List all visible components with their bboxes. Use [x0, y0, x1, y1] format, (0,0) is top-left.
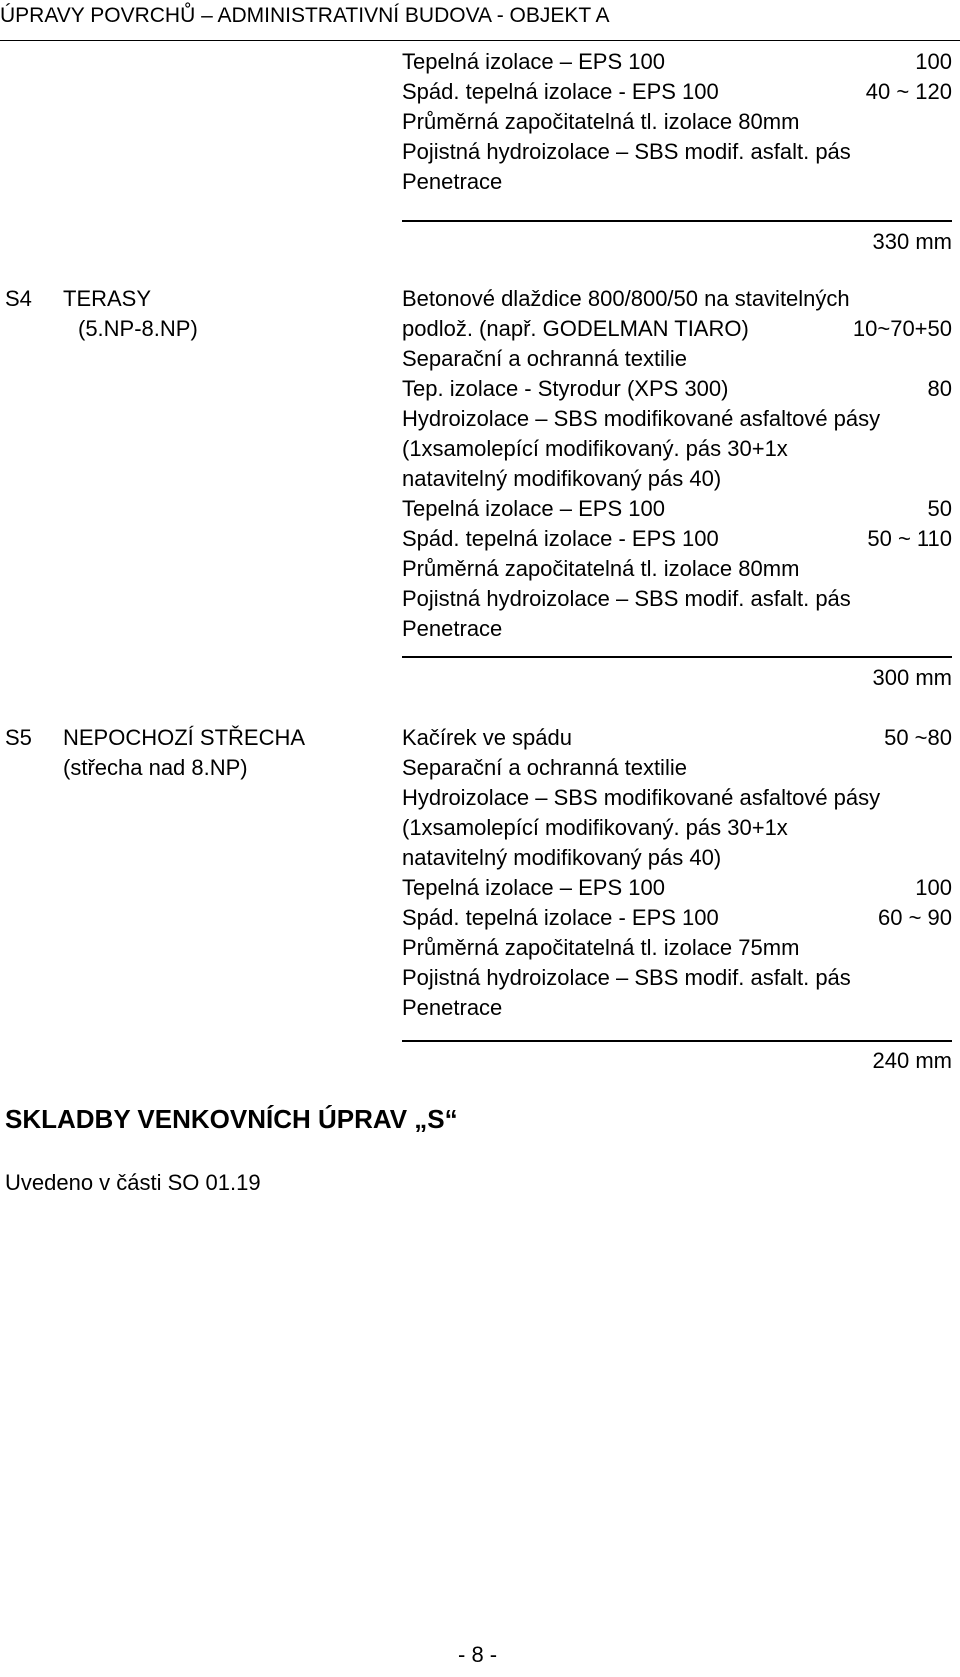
total-thickness: 330 mm: [872, 229, 952, 254]
item-location: (5.NP-8.NP): [78, 316, 198, 341]
thickness-value: 80: [927, 376, 952, 401]
total-thickness: 300 mm: [872, 665, 952, 690]
document-header: ÚPRAVY POVRCHŮ – ADMINISTRATIVNÍ BUDOVA - OBJEKT A: [0, 4, 610, 27]
composition-line: Penetrace: [402, 169, 503, 194]
section-note: Uvedeno v části SO 01.19: [5, 1170, 261, 1195]
composition-line: Separační a ochranná textilie: [402, 346, 687, 371]
item-code: S4: [5, 286, 32, 311]
composition-line: Pojistná hydroizolace – SBS modif. asfalt. pás: [402, 586, 851, 611]
total-rule: [402, 220, 952, 222]
composition-line: Penetrace: [402, 995, 503, 1020]
composition-line: Penetrace: [402, 616, 503, 641]
composition-line: Průměrná započitatelná tl. izolace 80mm: [402, 109, 800, 134]
total-rule: [402, 656, 952, 658]
composition-line: natavitelný modifikovaný pás 40): [402, 466, 722, 491]
thickness-value: 50 ~ 110: [867, 526, 952, 551]
composition-line: Separační a ochranná textilie: [402, 755, 687, 780]
composition-line: Pojistná hydroizolace – SBS modif. asfalt. pás: [402, 965, 851, 990]
composition-line: Hydroizolace – SBS modifikované asfaltové pásy: [402, 785, 881, 810]
composition-line: Spád. tepelná izolace - EPS 100: [402, 526, 719, 551]
composition-line: Hydroizolace – SBS modifikované asfaltové pásy: [402, 406, 881, 431]
composition-line: Průměrná započitatelná tl. izolace 75mm: [402, 935, 800, 960]
thickness-value: 50 ~80: [884, 725, 952, 750]
total-thickness: 240 mm: [872, 1048, 952, 1073]
thickness-value: 100: [915, 49, 952, 74]
composition-line: Tepelná izolace – EPS 100: [402, 496, 665, 521]
composition-line: Tep. izolace - Styrodur (XPS 300): [402, 376, 729, 401]
composition-line: Spád. tepelná izolace - EPS 100: [402, 79, 719, 104]
composition-line: Kačírek ve spádu: [402, 725, 572, 750]
thickness-value: 10~70+50: [852, 316, 952, 341]
page-number: - 8 -: [458, 1642, 498, 1667]
composition-line: Tepelná izolace – EPS 100: [402, 875, 665, 900]
composition-line: podlož. (např. GODELMAN TIARO): [402, 316, 749, 341]
thickness-value: 50: [927, 496, 952, 521]
thickness-value: 100: [915, 875, 952, 900]
composition-line: Průměrná započitatelná tl. izolace 80mm: [402, 556, 800, 581]
composition-line: Spád. tepelná izolace - EPS 100: [402, 905, 719, 930]
total-rule: [402, 1040, 952, 1042]
composition-line: Betonové dlaždice 800/800/50 na stavitelných: [402, 286, 850, 311]
thickness-value: 60 ~ 90: [877, 905, 952, 930]
thickness-value: 40 ~ 120: [865, 79, 952, 104]
composition-line: Tepelná izolace – EPS 100: [402, 49, 665, 74]
composition-line: (1xsamolepící modifikovaný. pás 30+1x: [402, 815, 788, 840]
header-divider: [0, 40, 960, 41]
item-name: TERASY: [63, 286, 152, 311]
composition-line: Pojistná hydroizolace – SBS modif. asfalt. pás: [402, 139, 851, 164]
item-code: S5: [5, 725, 32, 750]
item-location: (střecha nad 8.NP): [63, 755, 248, 780]
section-heading: SKLADBY VENKOVNÍCH ÚPRAV „S“: [5, 1104, 458, 1134]
composition-line: (1xsamolepící modifikovaný. pás 30+1x: [402, 436, 788, 461]
composition-line: natavitelný modifikovaný pás 40): [402, 845, 722, 870]
item-name: NEPOCHOZÍ STŘECHA: [63, 725, 306, 750]
